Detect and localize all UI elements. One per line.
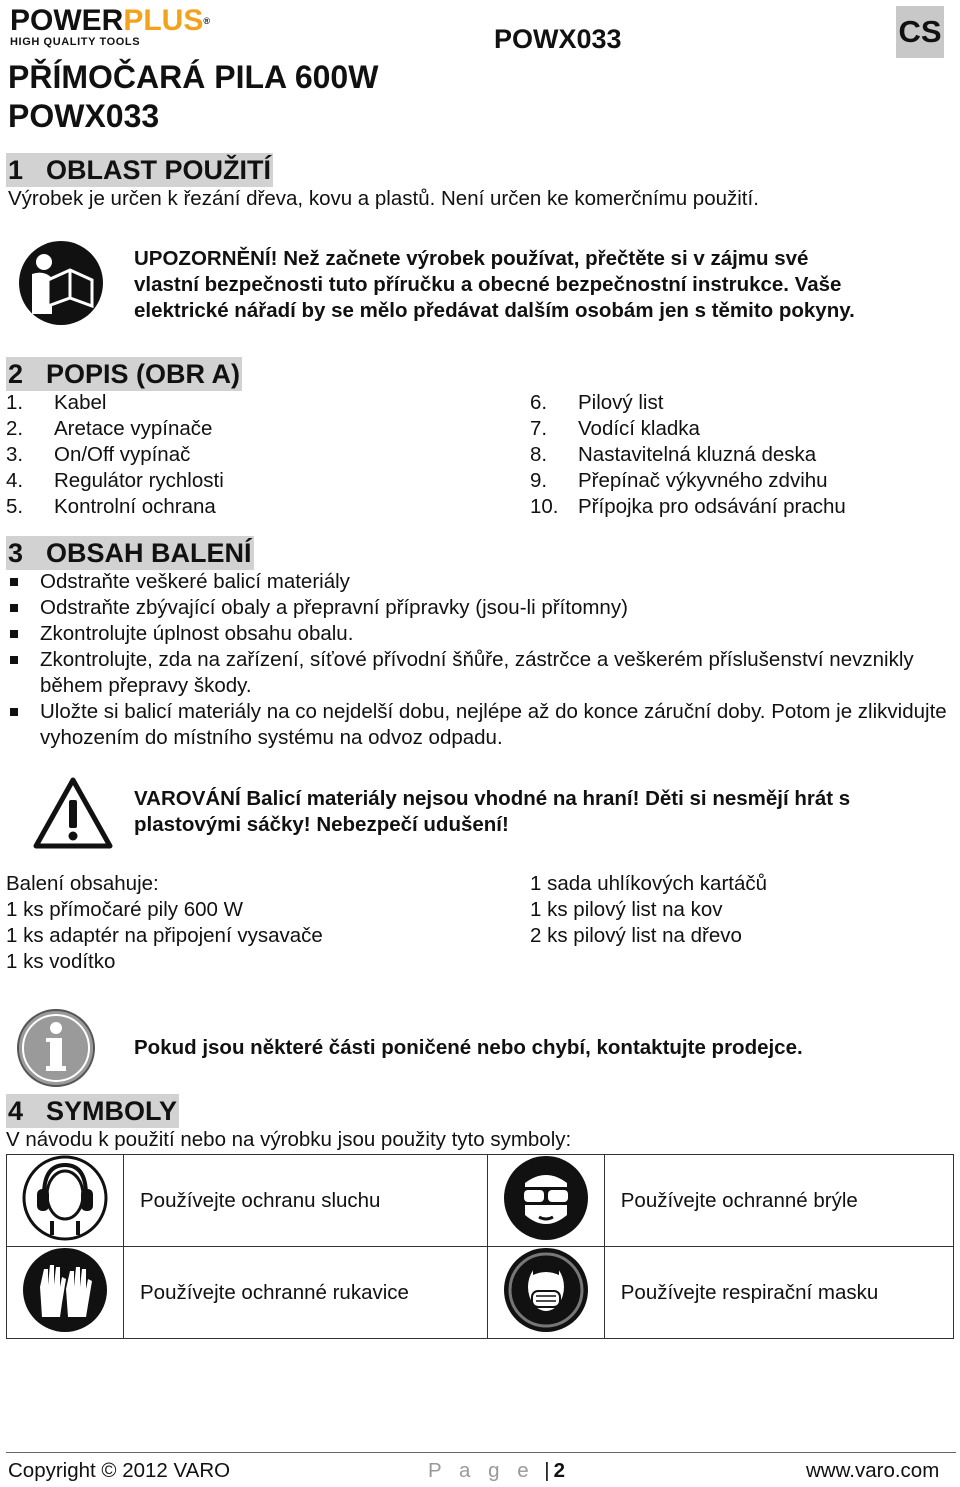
page-label: P a g e <box>428 1459 535 1482</box>
contents-item: 1 ks pilový list na kov <box>530 898 723 921</box>
list-item <box>530 390 846 416</box>
table-row <box>7 1155 954 1247</box>
section-number: 4 <box>8 1096 24 1126</box>
safety-warning-line2: vlastní bezpečnosti tuto příručku a obecné bezpečnostní instrukce. Vaše <box>134 273 842 296</box>
document-title-line1: PŘÍMOČARÁ PILA 600W <box>8 59 379 95</box>
section-heading-4 <box>6 1094 179 1128</box>
list-item <box>8 569 948 595</box>
read-manual-icon <box>18 240 104 326</box>
item-label: Kontrolní ochrana <box>54 495 216 518</box>
footer-copyright: Copyright © 2012 VARO <box>8 1459 231 1482</box>
item-number: 8. <box>530 443 548 466</box>
item-label: Vodící kladka <box>578 417 700 440</box>
respirator-mask-icon <box>503 1247 589 1333</box>
item-number: 2. <box>6 417 24 440</box>
contents-item: 1 ks vodítko <box>6 950 116 973</box>
hearing-protection-icon <box>22 1155 108 1241</box>
safety-warning-line1: UPOZORNĚNÍ! Než začnete výrobek používat, přečtěte si v zájmu své <box>134 247 809 270</box>
section-heading-3 <box>6 536 254 570</box>
item-number: 10. <box>530 495 559 518</box>
brand-logo <box>10 4 210 38</box>
list-item <box>8 621 948 647</box>
page-separator: | <box>544 1459 550 1482</box>
section-title: OBLAST POUŽITÍ <box>46 155 271 185</box>
item-label: Kabel <box>54 391 107 414</box>
symbol-label: Používejte ochranné rukavice <box>124 1247 488 1339</box>
item-label: Pilový list <box>578 391 664 414</box>
symbol-cell <box>487 1247 604 1339</box>
logo-plus-text: PLUS <box>123 4 204 37</box>
list-item <box>6 468 224 494</box>
symbol-label: Používejte respirační masku <box>604 1247 953 1339</box>
bullet-square-icon <box>10 656 18 664</box>
symbol-label: Používejte ochranné brýle <box>604 1155 953 1247</box>
missing-parts-notice: Pokud jsou některé části poničené nebo chybí, kontaktujte prodejce. <box>134 1036 803 1059</box>
logo-power-text: POWER <box>10 4 124 37</box>
list-item <box>8 647 948 699</box>
section-heading-1 <box>6 153 273 187</box>
symbol-cell <box>7 1247 124 1339</box>
item-number: 9. <box>530 469 548 492</box>
info-icon <box>16 1008 96 1088</box>
contents-item: 1 ks přímočaré pily 600 W <box>6 898 243 921</box>
item-number: 5. <box>6 495 24 518</box>
packaging-warning-line2: plastovými sáčky! Nebezpečí udušení! <box>134 813 509 836</box>
packaging-warning-line1: VAROVÁNÍ Balicí materiály nejsou vhodné na hraní! Děti si nesmějí hrát s <box>134 787 851 810</box>
symbol-cell <box>487 1155 604 1247</box>
list-item <box>6 416 224 442</box>
item-label: Přípojka pro odsávání prachu <box>578 495 846 518</box>
logo-registered-mark: ® <box>203 16 210 26</box>
list-item <box>530 494 846 520</box>
item-label: On/Off vypínač <box>54 443 191 466</box>
list-item <box>8 699 948 751</box>
unpacking-bullet-list <box>8 569 948 751</box>
bullet-text: Zkontrolujte úplnost obsahu obalu. <box>40 622 354 645</box>
contents-item: 1 ks adaptér na připojení vysavače <box>6 924 323 947</box>
section-number: 3 <box>8 538 24 568</box>
item-label: Aretace vypínače <box>54 417 213 440</box>
safety-warning-line3: elektrické nářadí by se mělo předávat dalším osobám jen s těmito pokyny. <box>134 299 855 322</box>
section-title: POPIS (OBR A) <box>46 359 241 389</box>
language-badge: CS <box>896 6 944 58</box>
list-item <box>530 442 846 468</box>
item-number: 7. <box>530 417 548 440</box>
item-number: 4. <box>6 469 24 492</box>
list-item <box>6 494 224 520</box>
contents-item: 1 sada uhlíkových kartáčů <box>530 872 768 895</box>
list-item <box>530 468 846 494</box>
bullet-text: Odstraňte veškeré balicí materiály <box>40 570 350 593</box>
bullet-square-icon <box>10 630 18 638</box>
section-title: SYMBOLY <box>46 1096 178 1126</box>
bullet-text: Zkontrolujte, zda na zařízení, síťové přívodní šňůře, zástrčce a veškerém příslušenství nevznikly během přepravy škody. <box>40 648 914 697</box>
bullet-square-icon <box>10 708 18 716</box>
footer-website: www.varo.com <box>806 1459 940 1482</box>
section-title: OBSAH BALENÍ <box>46 538 252 568</box>
parts-list-right <box>530 390 846 520</box>
safety-goggles-icon <box>501 1155 591 1241</box>
item-label: Regulátor rychlosti <box>54 469 224 492</box>
list-item <box>6 390 224 416</box>
warning-triangle-icon <box>32 776 114 850</box>
parts-list-left <box>6 390 224 520</box>
list-item <box>6 442 224 468</box>
footer-page <box>428 1458 565 1484</box>
header-model: POWX033 <box>494 24 622 54</box>
item-number: 1. <box>6 391 24 414</box>
item-number: 6. <box>530 391 548 414</box>
usage-text: Výrobek je určen k řezání dřeva, kovu a plastů. Není určen ke komerčnímu použití. <box>8 187 759 210</box>
contents-item: 2 ks pilový list na dřevo <box>530 924 742 947</box>
contents-heading: Balení obsahuje: <box>6 872 159 895</box>
table-row <box>7 1247 954 1339</box>
section-number: 2 <box>8 359 24 389</box>
bullet-square-icon <box>10 578 18 586</box>
list-item <box>8 595 948 621</box>
section-number: 1 <box>8 155 24 185</box>
symbols-table <box>6 1154 954 1339</box>
bullet-text: Uložte si balicí materiály na co nejdelší dobu, nejlépe až do konce záruční doby. Potom je zlikvidujte vyhozením do místního systému na odvoz odpadu. <box>40 700 947 749</box>
page-number: 2 <box>553 1459 566 1482</box>
item-number: 3. <box>6 443 24 466</box>
item-label: Přepínač výkyvného zdvihu <box>578 469 828 492</box>
document-title-line2: POWX033 <box>8 98 160 134</box>
footer-divider <box>6 1452 956 1453</box>
symbol-label: Používejte ochranu sluchu <box>124 1155 488 1247</box>
section-heading-2 <box>6 357 242 391</box>
bullet-square-icon <box>10 604 18 612</box>
logo-tagline: HIGH QUALITY TOOLS <box>10 36 141 48</box>
item-label: Nastavitelná kluzná deska <box>578 443 817 466</box>
protective-gloves-icon <box>22 1247 108 1333</box>
list-item <box>530 416 846 442</box>
bullet-text: Odstraňte zbývající obaly a přepravní přípravky (jsou-li přítomny) <box>40 596 628 619</box>
symbol-cell <box>7 1155 124 1247</box>
symbols-intro: V návodu k použití nebo na výrobku jsou použity tyto symboly: <box>6 1128 572 1151</box>
